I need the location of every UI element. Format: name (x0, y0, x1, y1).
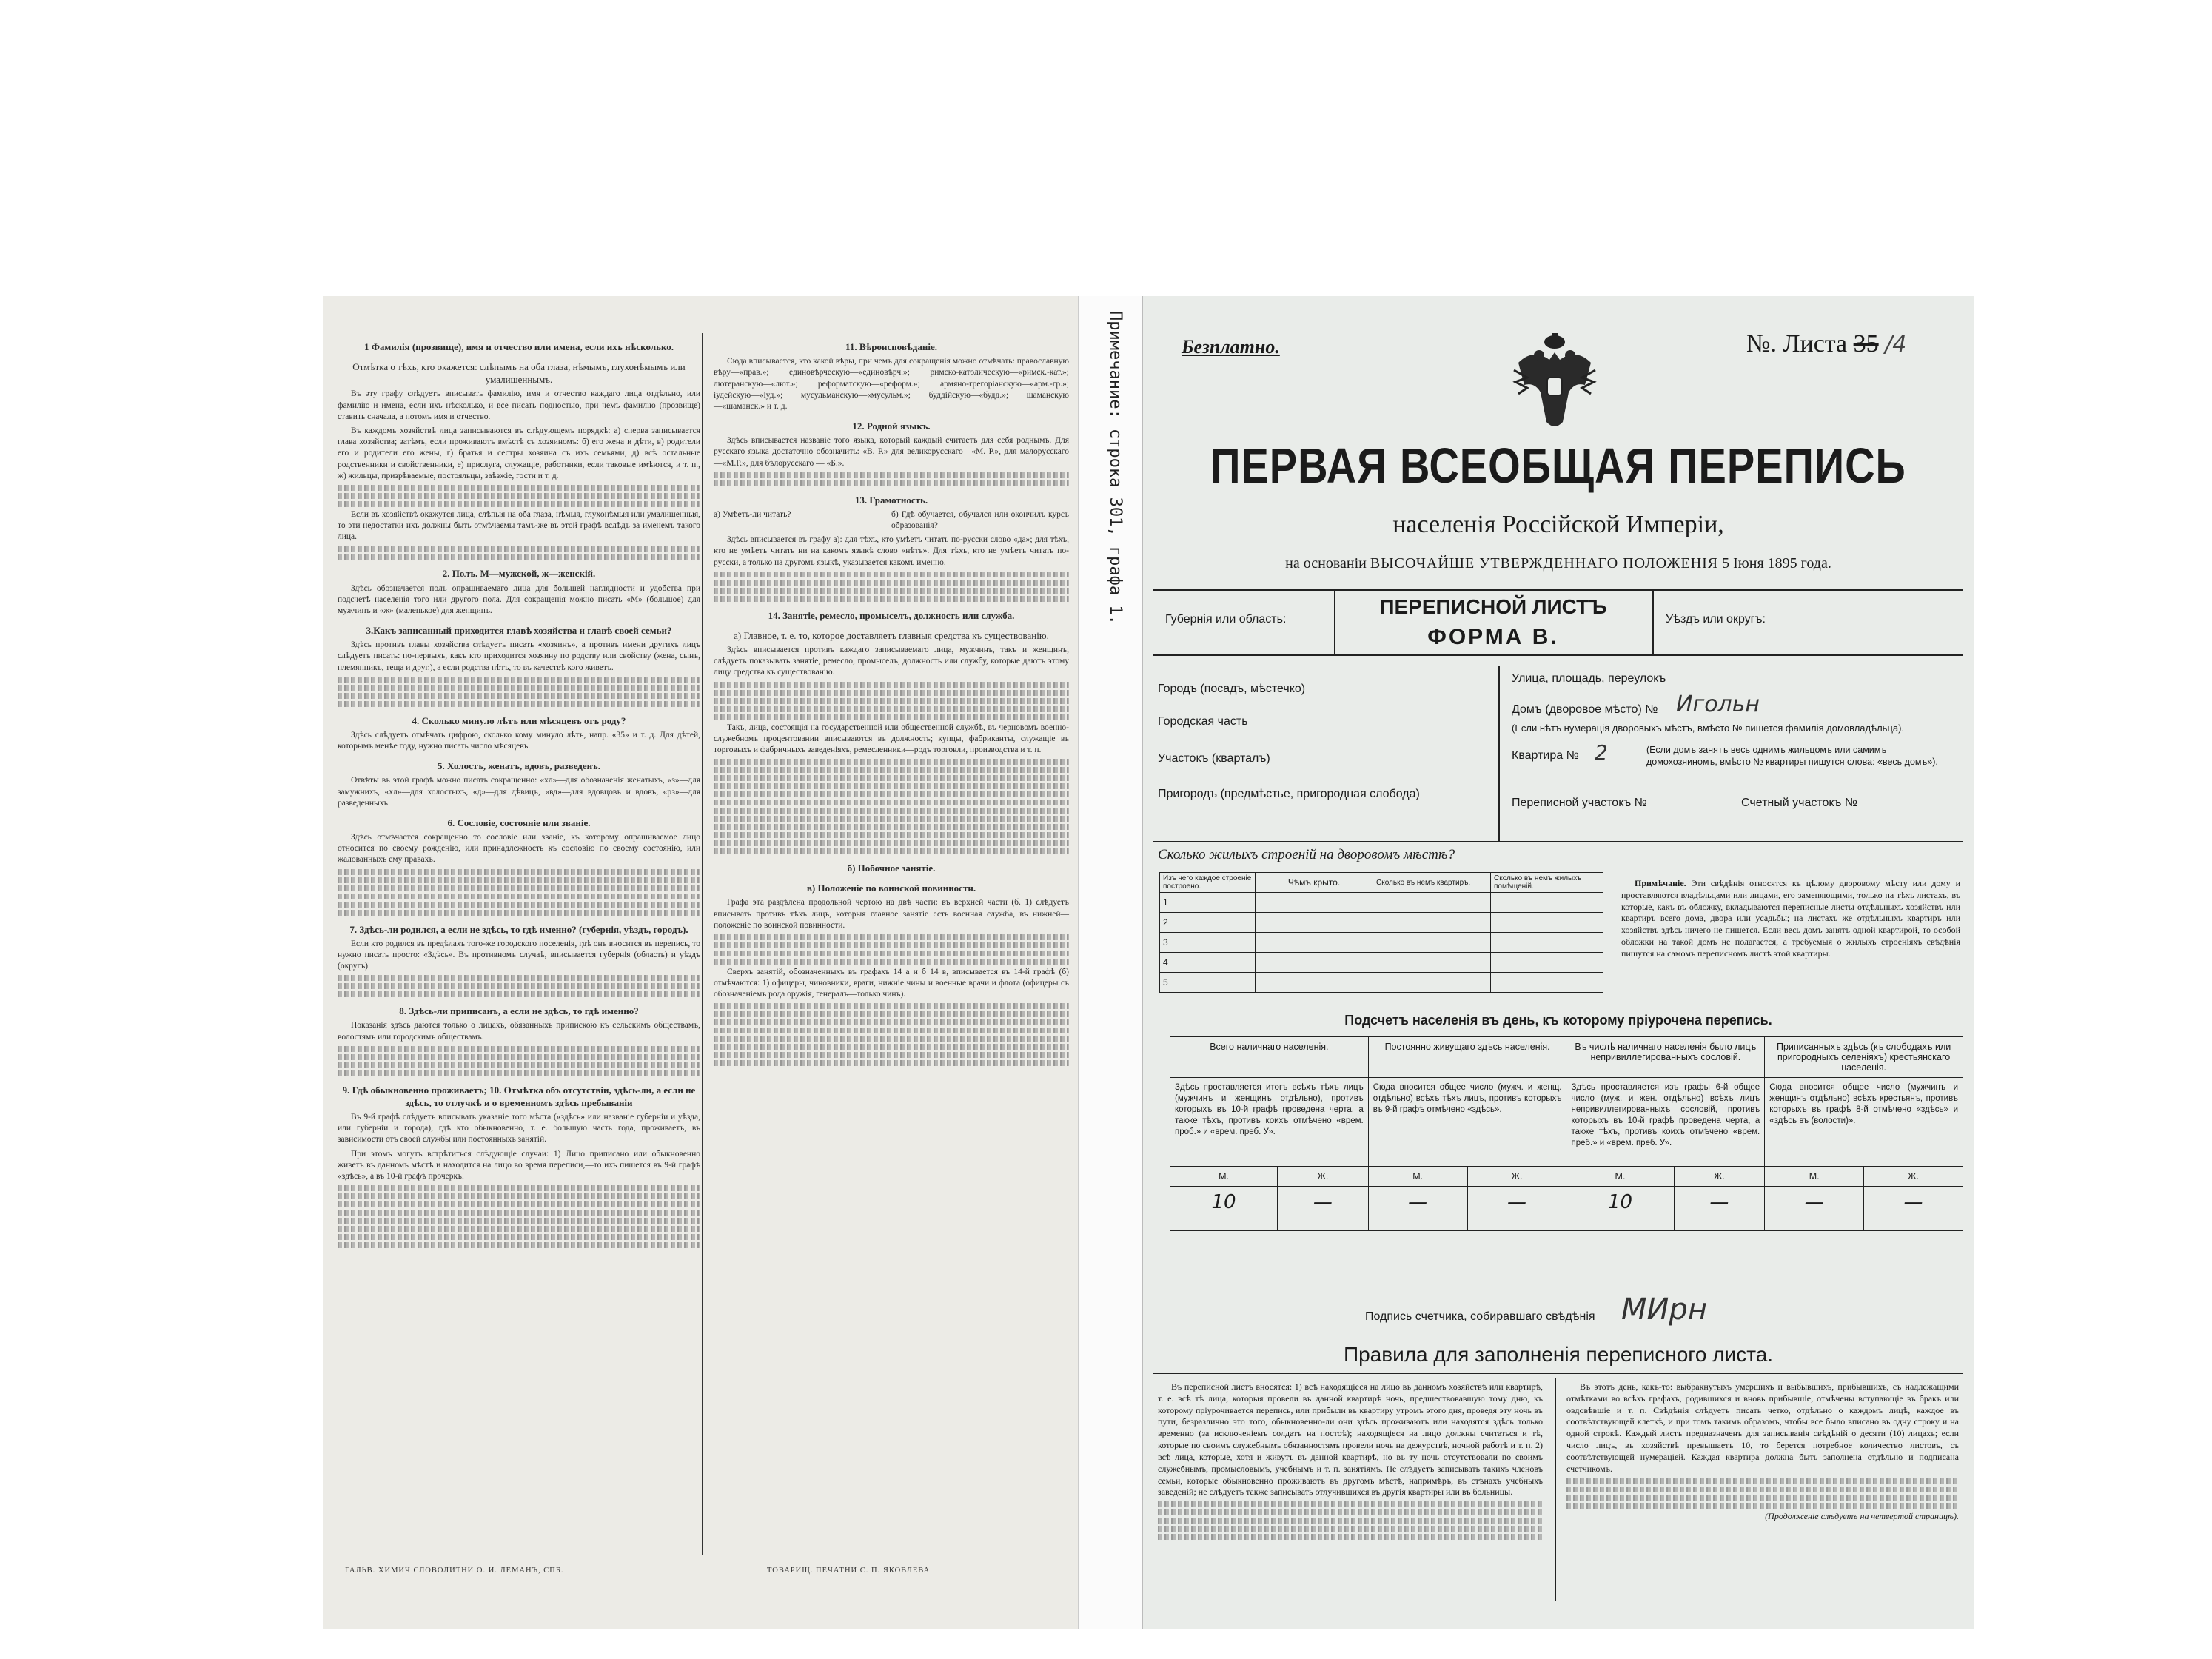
bld-head-roof: Чѣмъ крыто. (1256, 873, 1373, 893)
zh-label: Ж. (1467, 1167, 1566, 1187)
free-label: Безплатно. (1182, 336, 1280, 358)
pop-value: — (1864, 1187, 1963, 1231)
census-basis (1143, 555, 1974, 572)
section-3-heading: 3.Какъ записанный приходится главѣ хозяйства и главѣ своей семьи? (366, 625, 672, 637)
section-2-heading: 2. Полъ. М—мужской, ж—женскій. (442, 568, 596, 580)
paragraph: Показанія здѣсь даются только о лицахъ, обязанныхъ припискою къ сельскимъ обществамъ, волостямъ или городскимъ обществамъ. (338, 1021, 700, 1042)
section-4-heading: 4. Сколько минуло лѣтъ или мѣсяцевъ отъ роду? (412, 714, 626, 726)
scan-spread (323, 296, 1974, 1629)
rules-text-2: Въ этотъ день, какъ-то: выбракнутыхъ умершихъ и выбывшихъ, прибывшихъ, съ надлежащими отмѣтками во всѣхъ графахъ, родившихся и вновь прибывшіе, отмѣчены вступающіе въ бракъ или овдовѣвшіе и т. п. Свѣдѣнія слѣдуетъ писать четко, отдѣльно о каждомъ лицѣ, каждое въ соотвѣтствующей клеткѣ, и при томъ такимъ образомъ, чтобы все было вписано въ одну строку и на одной строкѣ. Каждый листъ предназначенъ для записыванія свѣдѣній о десяти (10) лицахъ; если число лицъ, въ хозяйствѣ превышаетъ 10, то берется потребное количество листовъ, съ соотвѣтствующей нумераціей. Каждая квартира должна быть заполнена отдѣльно и подписана счетчикомъ. (1566, 1381, 1959, 1474)
paragraph: Сверхъ занятій, обозначенныхъ въ графахъ 14 а и б 14 в, вписывается въ 14-й графѣ (б) отмѣчаются: 1) офицеры, чиновники, враги, нижніе чины и военные врачи и флота (офицеры съ обозначеніемъ рода оружія, генералъ—только чинъ). (714, 967, 1069, 999)
paragraph: Сюда вписывается, кто какой вѣры, при чемъ для сокращенія можно отмѣчать: православную вѣру—«прав.»; единовѣрческую—«единовѣрч.»; римско-католическую—«римск.-кат.»; лютеранскую—«лют.»; реформатскую—«реформ.»; армяно-грегоріанскую—«арм.-гр.»; іудейскую—«іуд.»; мусульманскую—«мусульм.»; буддійскую—«будд.»; шаманскую—«шаманск.» и т. д. (714, 357, 1069, 411)
population-table (1170, 1036, 1963, 1231)
pop-value: — (1278, 1187, 1369, 1231)
paragraph: При этомъ могутъ встрѣтиться слѣдующіе случаи: 1) Лицо приписано или обыкновенно живетъ въ данномъ мѣстѣ и находится на лицо во время переписи,—то ихъ пишется въ 9-й графѣ «здѣсь», а въ 10-й графѣ прочеркъ. (338, 1149, 700, 1181)
kvartira-label: Квартира № (1512, 749, 1579, 762)
pop-value: 10 (1170, 1187, 1278, 1231)
bld-head-apartments: Сколько въ немъ квартиръ. (1373, 873, 1491, 893)
strip-note: Примечание: строка 301, графа 1. (1106, 311, 1125, 625)
printer-credit-right: ТОВАРИЩ. ПЕЧАТНИ С. П. ЯКОВЛЕВА (767, 1566, 931, 1575)
paragraph: Отвѣты въ этой графѣ можно писать сокращенно: «хл»—для обозначенія женатыхъ, «з»—для замужнихъ, «хл»—для холостыхъ, «д»—для дѣвицъ, «вд»—для вдовцовъ и вдовъ, «рз»—для разведенныхъ. (338, 776, 700, 808)
m-label: М. (1170, 1167, 1278, 1187)
annotation-strip (1078, 296, 1143, 1629)
section-12-heading: 12. Родной языкъ. (852, 420, 931, 432)
note-title: Примѣчаніе. (1635, 878, 1686, 888)
buildings-note (1621, 878, 1960, 963)
left-column-1 (338, 333, 700, 1250)
section-14a-heading: а) Главное, т. е. то, которое доставляетъ главныя средства къ существованію. (734, 629, 1049, 641)
pop-head-total: Всего наличнаго населенія. (1170, 1037, 1369, 1078)
pop-value: — (1674, 1187, 1765, 1231)
table-row (1160, 893, 1603, 913)
rules-footnote: (Продолженіе слѣдуетъ на четвертой страницѣ). (1765, 1510, 1959, 1521)
bld-head-material: Изъ чего каждое строеніе построено. (1160, 873, 1256, 893)
section-1-heading: 1 Фамилія (прозвище), имя и отчество или имена, если ихъ нѣсколько. (363, 341, 674, 352)
section-6-heading: 6. Сословіе, состояніе или званіе. (447, 817, 591, 828)
uchastok-label: Участокъ (кварталъ) (1158, 752, 1270, 765)
pop-head-nonprivileged: Въ числѣ наличнаго населенія было лицъ непривиллегированныхъ сословій. (1566, 1037, 1765, 1078)
paragraph: Въ 9-й графѣ слѣдуетъ вписывать указаніе того мѣста («здѣсь» или названіе губерніи и уѣзда, или губерніи и города), гдѣ кто обыкновенно, т. е. большую часть года, проживаетъ, въ зависимости отъ своей службы или постоянныхъ занятій. (338, 1113, 700, 1144)
left-column-2 (714, 333, 1069, 1068)
basis-caps: ВЫСОЧАЙШЕ УТВЕРЖДЕННАГО ПОЛОЖЕНІЯ (1370, 555, 1719, 572)
paragraph: Здѣсь вписывается названіе того языка, который каждый считаетъ для себя роднымъ. Для русскаго языка достаточно обозначить: «В. Р.» для великорусскаго—«М. Р.», для малорусскаго—«М.Р.», для бѣлорусскаго — «Б.». (714, 436, 1069, 468)
kvartira-value: 2 (1595, 740, 1608, 765)
census-title: ПЕРВАЯ ВСЕОБЩАЯ ПЕРЕПИСЬ (1210, 437, 1906, 494)
right-page (1143, 296, 1974, 1629)
bld-row-number: 5 (1160, 973, 1256, 993)
sheet-number (1746, 330, 1906, 358)
paragraph: Здѣсь слѣдуетъ отмѣчать цифрою, сколько кому минуло лѣтъ, напр. «35» и т. д. Для дѣтей, которымъ менѣе году, нужно писать число мѣсяцевъ. (338, 730, 700, 751)
zh-label: Ж. (1864, 1167, 1963, 1187)
section-11-heading: 11. Вѣроисповѣданіе. (845, 341, 937, 352)
sheet-number-prefix: №. Листа (1746, 330, 1848, 358)
bld-row-number: 4 (1160, 953, 1256, 973)
paragraph: Здѣсь вписывается въ графу а): для тѣхъ, кто умѣетъ читать по-русски слово «да»; для тѣхъ, кто не умѣетъ читать ни на какомъ языкѣ слово «нѣтъ». Для тѣхъ, кто не умѣетъ читать по-русски, а только на другомъ языкѣ, указывается какомъ именно. (714, 535, 1069, 567)
section-14c-heading: в) Положеніе по воинской повинности. (806, 882, 976, 894)
pop-value: — (1467, 1187, 1566, 1231)
note-text: Эти свѣдѣнія относятся къ цѣлому дворовому мѣсту или дому и проставляются владѣльцами или лицами, его заменяющими, только на тѣхъ листахъ, въ которые, какъ въ обложку, вкладываются переписные листы отдѣльныхъ хозяйствъ или квартиръ всего дома, двора или усадьбы; на листахъ же отдѣльныхъ квартиръ или хозяйствъ здѣсь ничего не пишется. Если весь домъ занятъ одной квартирой, то особой обложки на такой домъ не полагается, а требуемыя о жилыхъ строеніяхъ свѣдѣнія пишутся на самомъ переписномъ листѣ этой квартиры. (1621, 878, 1960, 959)
paragraph: Здѣсь вписывается противъ каждаго записываемаго лица, мужчинъ, такъ и женщинъ, слѣдуетъ показывать занятіе, ремесло, промыселъ, должность или службу, которые даютъ этому лицу средства къ существованію. (714, 646, 1069, 677)
section-7-heading: 7. Здѣсь-ли родился, а если не здѣсь, то гдѣ именно? (губернія, уѣздъ, городъ). (349, 923, 688, 935)
rules-text-1: Въ переписной листъ вносятся: 1) всѣ находящіеся на лицо въ данномъ хозяйствѣ или квартирѣ, т. е. всѣ тѣ лица, которыя провели въ данной квартирѣ ночь, предшествовавшую тому дню, къ которому пріурочивается перепись, или прибыли въ квартиру утромъ этого дня, проведя эту ночь въ пути, безразлично это того, обыкновенно-ли они здѣсь проживаютъ или находятся здѣсь только временно (за исключеніемъ солдатъ на постоѣ); находящіеся на лицо должны считаться и тѣ, которые по своимъ служебнымъ обязанностямъ провели ночь на дежурствѣ, ночной работѣ и т. п. 2) всѣ лица, которые, хотя и живутъ въ данной квартирѣ, но въ ту ночь отсутствовали по своимъ служебнымъ, промысловымъ, учебнымъ и т. п. занятіямъ. Не слѣдуетъ записывать такихъ членовъ семьи, которые обыкновенно проживаютъ въ другомъ мѣстѣ, напримѣръ, въ стѣнахъ учебныхъ заведеній; не слѣдуетъ также записывать отлучившихся въ другія квартиры или въ больницы. (1158, 1381, 1543, 1498)
dom-value: Игольн (1676, 691, 1760, 717)
table-row (1160, 913, 1603, 933)
paragraph: Здѣсь отмѣчается сокращенно то сословіе или званіе, къ которому опрашиваемое лицо относится по своему рожденію, или принадлежность къ сословію по своему состоянію, или жалованныхъ ему правахъ. (338, 833, 700, 865)
uezd-label: Уѣздъ или округъ: (1666, 613, 1766, 626)
section-14b-heading: б) Побочное занятіе. (847, 862, 936, 874)
gorod-label: Городъ (посадъ, мѣстечко) (1158, 683, 1306, 695)
m-label: М. (1765, 1167, 1864, 1187)
paragraph: Такъ, лица, состоящія на государственной или общественной службѣ, въ черновомъ военно-служебномъ процентовании вписываются въ должность; купцы, фабриканты, служащіе въ торговыхъ и фабричныхъ заведеніяхъ, ремесленники—родъ торговли, производства и т. п. (714, 723, 1069, 754)
pop-desc-permanent: Сюда вносится общее число (мужч. и женщ. отдѣльно) всѣхъ тѣхъ лицъ, противъ которыхъ въ 9-й графѣ отмѣчено «здѣсь». (1368, 1078, 1566, 1167)
pop-desc-peasants: Сюда вносится общее число (мужчинъ и женщинъ отдѣльно) всѣхъ крестьянъ, противъ которыхъ въ графѣ 8-й отмѣчено «здѣсь» и «здѣсь въ (волости)». (1765, 1078, 1963, 1167)
zh-label: Ж. (1278, 1167, 1369, 1187)
pop-value: — (1368, 1187, 1467, 1231)
section-13a-heading: а) Умѣетъ-ли читать? (714, 509, 791, 519)
dom-label: Домъ (дворовое мѣсто) № (1512, 703, 1658, 716)
schetny-uchastok-label: Счетный участокъ № (1741, 797, 1858, 809)
paragraph: Въ каждомъ хозяйствѣ лица записываются въ слѣдующемъ порядкѣ: а) сперва записывается глава хозяйства; затѣмъ, если проживаютъ вмѣстѣ съ хозяиномъ: б) его жена и дѣти, в) родители его и родители его жены, г) братья и сестры хозяина съ ихъ семьями, д) всѣ остальные родственники и свойственники, е) прислуга, служащіе, работники, если таковые имѣются, и т. п., ж) жильцы, призрѣваемые, постояльцы, заѣзжіе, гости и т. д. (338, 426, 700, 480)
buildings-question: Сколько жилыхъ строеній на дворовомъ мѣстѣ? (1158, 847, 1455, 862)
section-13b-heading: б) Гдѣ обучается, обучался или окончилъ курсъ образованія? (891, 509, 1069, 531)
pop-head-permanent: Постоянно живущаго здѣсь населенія. (1368, 1037, 1566, 1078)
rules-column-1 (1158, 1381, 1543, 1542)
rules-title: Правила для заполненія переписного листа. (1343, 1343, 1774, 1366)
bld-row-number: 1 (1160, 893, 1256, 913)
perepisnoi-uchastok-label: Переписной участокъ № (1512, 797, 1647, 809)
gubernia-label: Губернія или область: (1165, 613, 1287, 626)
census-subtitle: населенія Россійской Имперіи, (1392, 511, 1724, 538)
sheet-number-struck: 35 (1853, 330, 1879, 358)
buildings-table (1159, 872, 1603, 993)
table-row (1160, 973, 1603, 993)
bld-row-number: 3 (1160, 933, 1256, 953)
prigorod-label: Пригородъ (предмѣстье, пригородная слобода) (1158, 788, 1420, 800)
rules-column-2 (1566, 1381, 1959, 1525)
section-5-heading: 5. Холостъ, женатъ, вдовъ, разведенъ. (438, 760, 600, 772)
bld-head-rooms: Сколько въ немъ жилыхъ помѣщеній. (1491, 873, 1603, 893)
form-title: ПЕРЕПИСНОЙ ЛИСТЪ (1379, 595, 1607, 618)
printer-credit-left: ГАЛЬВ. ХИМИЧ СЛОВОЛИТНИ О. И. ЛЕМАНЪ, СПБ. (345, 1566, 564, 1575)
column-divider (702, 333, 703, 1555)
sheet-number-handwritten: /4 (1885, 332, 1907, 358)
pop-desc-total: Здѣсь проставляется итогъ всѣхъ тѣхъ лицъ (мужчинъ и женщинъ отдѣльно), противъ которыхъ въ 10-й графѣ проведена черта, а также тѣхъ, противъ коихъ отмѣчено «врем. проб.» и «врем. преб. У». (1170, 1078, 1369, 1167)
paragraph: Если кто родился въ предѣлахъ того-же городского поселенія, гдѣ онъ вносится въ перепись, то нужно писать просто: «Здѣсь». Въ противномъ случаѣ, вписывается губернія (область) и уѣздъ (округъ). (338, 939, 700, 971)
basis-suffix: 5 Іюня 1895 года. (1722, 555, 1831, 572)
pop-head-peasants: Приписанныхъ здѣсь (къ слободахъ или пригородныхъ селеніяхъ) крестьянскаго населенія. (1765, 1037, 1963, 1078)
dom-note: (Если нѣтъ нумерація дворовыхъ мѣстъ, вмѣсто № пишется фамилія домовладѣльца). (1512, 723, 1905, 734)
signature-value: МИрн (1621, 1293, 1707, 1327)
section-9-heading: 9. Гдѣ обыкновенно проживаетъ; 10. Отмѣтка объ отсутствіи, здѣсь-ли, а если не здѣсь, то отлучкѣ и о временномъ здѣсь пребываніи (342, 1084, 696, 1108)
bld-row-number: 2 (1160, 913, 1256, 933)
section-1-note: Отмѣтка о тѣхъ, кто окажется: слѣпымъ на оба глаза, нѣмымъ, глухонѣмымъ или умалишеннымъ. (352, 361, 686, 386)
chast-label: Городская часть (1158, 715, 1248, 728)
m-label: М. (1566, 1167, 1674, 1187)
section-8-heading: 8. Здѣсь-ли приписанъ, а если не здѣсь, то гдѣ именно? (399, 1005, 639, 1017)
paragraph: Если въ хозяйствѣ окажутся лица, слѣпыя на оба глаза, нѣмыя, глухонѣмыя или умалишенныя, то эти недостатки ихъ должны быть отмѣчаемы тамъ-же въ этой графѣ вслѣдъ за именемъ такого лица. (338, 509, 700, 542)
ulitsa-label: Улица, площадь, переулокъ (1512, 672, 1666, 685)
paragraph: Въ эту графу слѣдуетъ вписывать фамилію, имя и отчество каждаго лица отдѣльно, или фамилію и имена, если ихъ нѣсколько, и все писать подностью, при чемъ фамилію (прозвище) ставить сначала, а потомъ имя и отчество. (338, 389, 700, 421)
section-14-heading: 14. Занятіе, ремесло, промыселъ, должность или служба. (768, 609, 1015, 621)
table-row (1160, 953, 1603, 973)
paragraph: Графа эта раздѣлена продольной чертою на двѣ части: въ верхней части (б. 1) слѣдуетъ вписывать противъ тѣхъ лицъ, которыя главное занятіе есть военная служба, въ нижней—положеніе по воинской повинности. (714, 898, 1069, 930)
section-13-heading: 13. Грамотность. (854, 494, 928, 506)
population-title: Подсчетъ населенія въ день, къ которому пріурочена перепись. (1344, 1013, 1772, 1028)
basis-prefix: на основаніи (1285, 555, 1367, 572)
double-headed-eagle-icon (1511, 333, 1598, 434)
pop-value: 10 (1566, 1187, 1674, 1231)
left-page (323, 296, 1078, 1629)
pop-desc-nonprivileged: Здѣсь проставляется изъ графы 6-й общее число (муж. и жен. отдѣльно) всѣхъ лицъ непривиллегированныхъ сословій, противъ которыхъ въ 10-й графѣ проведена черта, а также тѣхъ, противъ коихъ отмѣчено «врем. преб.» и «врем. преб. У». (1566, 1078, 1765, 1167)
table-row (1160, 933, 1603, 953)
signature-label: Подпись счетчика, собиравшаго свѣдѣнія (1365, 1310, 1595, 1323)
pop-value: — (1765, 1187, 1864, 1231)
paragraph: Здѣсь обозначается полъ опрашиваемаго лица для большей наглядности и удобства при подсчетѣ населенія того или другого пола. Для сокращенія можно писать «М» (большое) для мужчинъ и «ж» (маленькое) для женщинъ. (338, 583, 700, 615)
form-subtitle: ФОРМА В. (1427, 625, 1559, 649)
m-label: М. (1368, 1167, 1467, 1187)
paragraph: Здѣсь противъ главы хозяйства слѣдуетъ писать «хозяинъ», а противъ имени другихъ лицъ слѣдуетъ писать: по-первыхъ, какъ кто приходится хозяину по родству или свойству (жена, сынъ, племянникъ, теща и друг.), а если родства нѣтъ, то въ качествѣ кого живетъ. (338, 640, 700, 672)
zh-label: Ж. (1674, 1167, 1765, 1187)
kvartira-note: (Если домъ занятъ весь однимъ жильцомъ или самимъ домохозяиномъ, вмѣсто № квартиры пишутся слова: «весь домъ»). (1646, 745, 1938, 767)
